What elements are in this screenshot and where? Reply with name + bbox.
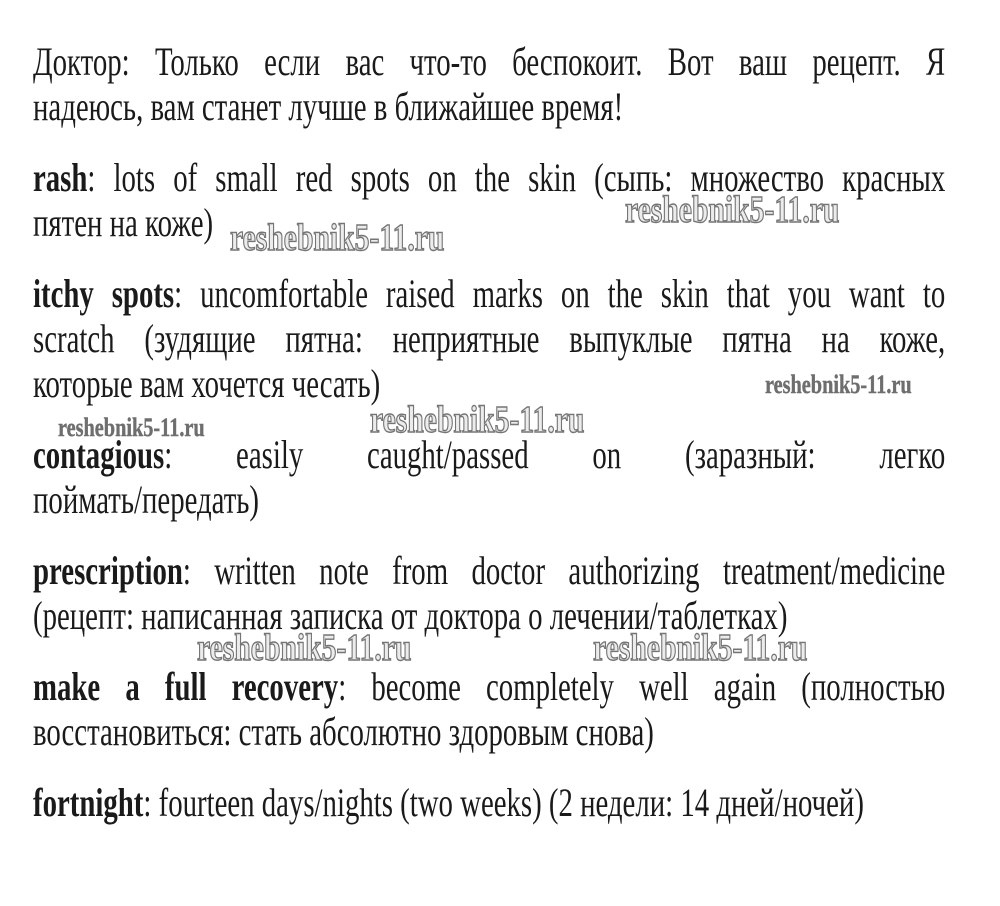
- site-watermark: reshebnik5-11.ru: [625, 189, 840, 231]
- text-line: [33, 200, 945, 245]
- text-line: [33, 477, 945, 522]
- definition-text: Доктор: Только если вас что-то беспокоит. Вот ваш рецепт. Я: [33, 39, 946, 84]
- definition-text: : written note from doctor authorizing treatment/medicine: [182, 548, 946, 593]
- text-line: [33, 271, 945, 316]
- site-watermark: reshebnik5-11.ru: [765, 370, 912, 399]
- definition-text: (рецепт: написанная записка от доктора о лечении/таблетках): [33, 593, 788, 638]
- glossary-entry: [33, 432, 945, 522]
- definition-text: : easily caught/passed on (заразный: легко: [164, 432, 946, 477]
- glossary-term: prescription: [33, 548, 183, 593]
- glossary-entry: [33, 271, 945, 406]
- text-line: [33, 432, 945, 477]
- glossary-term: fortnight: [33, 780, 144, 825]
- glossary-entry: [33, 780, 945, 825]
- text-line: [33, 780, 945, 825]
- text-line: [33, 361, 945, 406]
- definition-text: : fourteen days/nights (two weeks) (2 недели: 14 дней/ночей): [143, 780, 864, 825]
- glossary-entry: [33, 155, 945, 245]
- text-line: [33, 84, 945, 129]
- site-watermark: reshebnik5-11.ru: [370, 399, 585, 441]
- glossary-term: contagious: [33, 432, 165, 477]
- site-watermark: reshebnik5-11.ru: [593, 627, 808, 669]
- definition-text: надеюсь, вам станет лучше в ближайшее время!: [33, 84, 624, 129]
- text-line: [33, 709, 945, 754]
- site-watermark: reshebnik5-11.ru: [230, 217, 445, 259]
- glossary-term: make a full recovery: [33, 664, 339, 709]
- glossary-text: [33, 39, 945, 851]
- definition-text: : uncomfortable raised marks on the skin that you want to: [174, 271, 946, 316]
- site-watermark: reshebnik5-11.ru: [197, 627, 412, 669]
- definition-text: которые вам хочется чесать): [33, 361, 381, 406]
- glossary-entry: [33, 664, 945, 754]
- glossary-term: itchy spots: [33, 271, 175, 316]
- definition-text: scratch (зудящие пятна: неприятные выпуклые пятна на коже,: [33, 316, 946, 361]
- definition-text: пятен на коже): [33, 200, 214, 245]
- definition-text: : lots of small red spots on the skin (сыпь: множество красных: [87, 155, 946, 200]
- text-line: [33, 155, 945, 200]
- text-line: [33, 664, 945, 709]
- site-watermark: reshebnik5-11.ru: [58, 413, 205, 442]
- text-line: [33, 316, 945, 361]
- glossary-term: rash: [33, 155, 88, 200]
- glossary-entry: [33, 39, 945, 129]
- definition-text: поймать/передать): [33, 477, 260, 522]
- text-line: [33, 39, 945, 84]
- definition-text: восстановиться: стать абсолютно здоровым снова): [33, 709, 654, 754]
- text-line: [33, 593, 945, 638]
- text-line: [33, 548, 945, 593]
- glossary-entry: [33, 548, 945, 638]
- definition-text: : become completely well again (полностью: [338, 664, 946, 709]
